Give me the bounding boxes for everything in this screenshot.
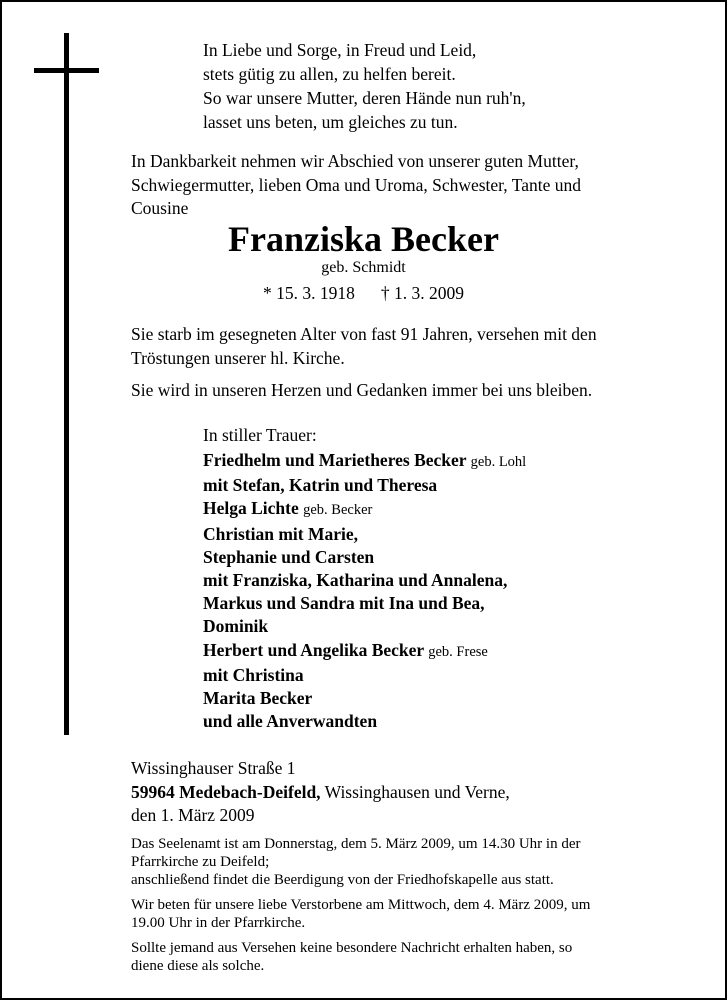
- deceased-name: Franziska Becker: [228, 219, 499, 259]
- notice-line: Sollte jemand aus Versehen keine besondere Nachricht erhalten haben, so: [131, 940, 573, 956]
- intro-line: Schwiegermutter, lieben Oma und Uroma, Schwester, Tante und: [131, 174, 581, 195]
- mourner-line: [203, 592, 526, 615]
- mourner-name: und alle Anverwandten: [203, 711, 378, 732]
- mourners-list: [203, 449, 526, 733]
- mourner-name: Helga Lichte: [203, 498, 299, 519]
- notice-line: Das Seelenamt ist am Donnerstag, dem 5. März 2009, um 14.30 Uhr in der: [131, 836, 581, 852]
- poem-line: stets gütig zu allen, zu helfen bereit.: [203, 64, 456, 84]
- intro-line: In Dankbarkeit nehmen wir Abschied von unserer guten Mutter,: [131, 151, 579, 171]
- intro-line: Cousine: [131, 198, 189, 218]
- mourner-name: Friedhelm und Marietheres Becker: [203, 450, 467, 470]
- notice-line: Pfarrkirche zu Deifeld;: [131, 854, 270, 870]
- notice-line: diene diese als solche.: [131, 958, 265, 974]
- poem-line: So war unsere Mutter, deren Hände nun ruh'n,: [203, 88, 526, 108]
- mourner-line: [203, 615, 526, 638]
- death-text-line: Tröstungen unserer hl. Kirche.: [131, 347, 345, 368]
- life-dates: [0, 282, 727, 304]
- birth-date: * 15. 3. 1918: [263, 283, 355, 303]
- mourner-name: mit Stefan, Katrin und Theresa: [203, 475, 438, 496]
- notice-line: anschließend findet die Beerdigung von der Friedhofskapelle aus statt.: [131, 872, 554, 888]
- mourner-line: [203, 474, 526, 497]
- address-block: [131, 757, 510, 828]
- mourner-name: Stephanie und Carsten: [203, 546, 375, 567]
- address-street: Wissinghauser Straße 1: [131, 758, 296, 778]
- mourning-heading: In stiller Trauer:: [203, 425, 317, 445]
- address-city-suffix: Wissinghausen und Verne,: [324, 781, 510, 802]
- intro-text: [131, 150, 691, 221]
- mourner-line: [203, 523, 526, 546]
- mourner-line: [203, 449, 526, 474]
- mourner-line: [203, 569, 526, 592]
- death-text-line: Sie starb im gesegneten Alter von fast 91 Jahren, versehen mit den: [131, 324, 597, 344]
- notice-paragraph: [131, 896, 691, 932]
- service-notes: [131, 835, 691, 982]
- address-date: den 1. März 2009: [131, 805, 255, 825]
- notice-paragraph: [131, 939, 691, 975]
- death-date: † 1. 3. 2009: [380, 283, 464, 303]
- poem-line: lasset uns beten, um gleiches zu tun.: [203, 112, 458, 132]
- address-city: 59964 Medebach-Deifeld,: [131, 781, 321, 802]
- notice-line: Wir beten für unsere liebe Verstorbene am Mittwoch, dem 4. März 2009, um: [131, 897, 591, 913]
- mourner-birth-name: geb. Frese: [428, 643, 488, 660]
- mourner-line: [203, 639, 526, 664]
- mourner-name: Dominik: [203, 616, 269, 637]
- mourner-name: mit Christina: [203, 664, 304, 685]
- mourner-line: [203, 687, 526, 710]
- poem-line: In Liebe und Sorge, in Freud und Leid,: [203, 40, 477, 60]
- mourner-birth-name: geb. Becker: [303, 502, 373, 519]
- mourner-line: [203, 546, 526, 569]
- death-text: [131, 323, 691, 370]
- birth-name: geb. Schmidt: [321, 259, 406, 276]
- mourner-name: Markus und Sandra mit Ina und Bea,: [203, 593, 485, 614]
- mourner-name: Christian mit Marie,: [203, 523, 359, 544]
- mourner-line: [203, 497, 526, 522]
- mourner-name: Marita Becker: [203, 688, 313, 709]
- mourner-line: [203, 710, 526, 733]
- memory-text: Sie wird in unseren Herzen und Gedanken immer bei uns bleiben.: [131, 380, 593, 400]
- poem: [203, 38, 526, 134]
- notice-line: 19.00 Uhr in der Pfarrkirche.: [131, 915, 306, 931]
- notice-paragraph: [131, 835, 691, 889]
- cross-horizontal-bar: [34, 68, 99, 73]
- mourner-name: Herbert und Angelika Becker: [203, 639, 424, 660]
- address-city-line: [131, 781, 510, 805]
- mourner-name: mit Franziska, Katharina und Annalena,: [203, 570, 508, 591]
- mourner-line: [203, 664, 526, 687]
- cross-vertical-bar: [64, 33, 69, 735]
- mourner-birth-name: geb. Lohl: [470, 454, 527, 470]
